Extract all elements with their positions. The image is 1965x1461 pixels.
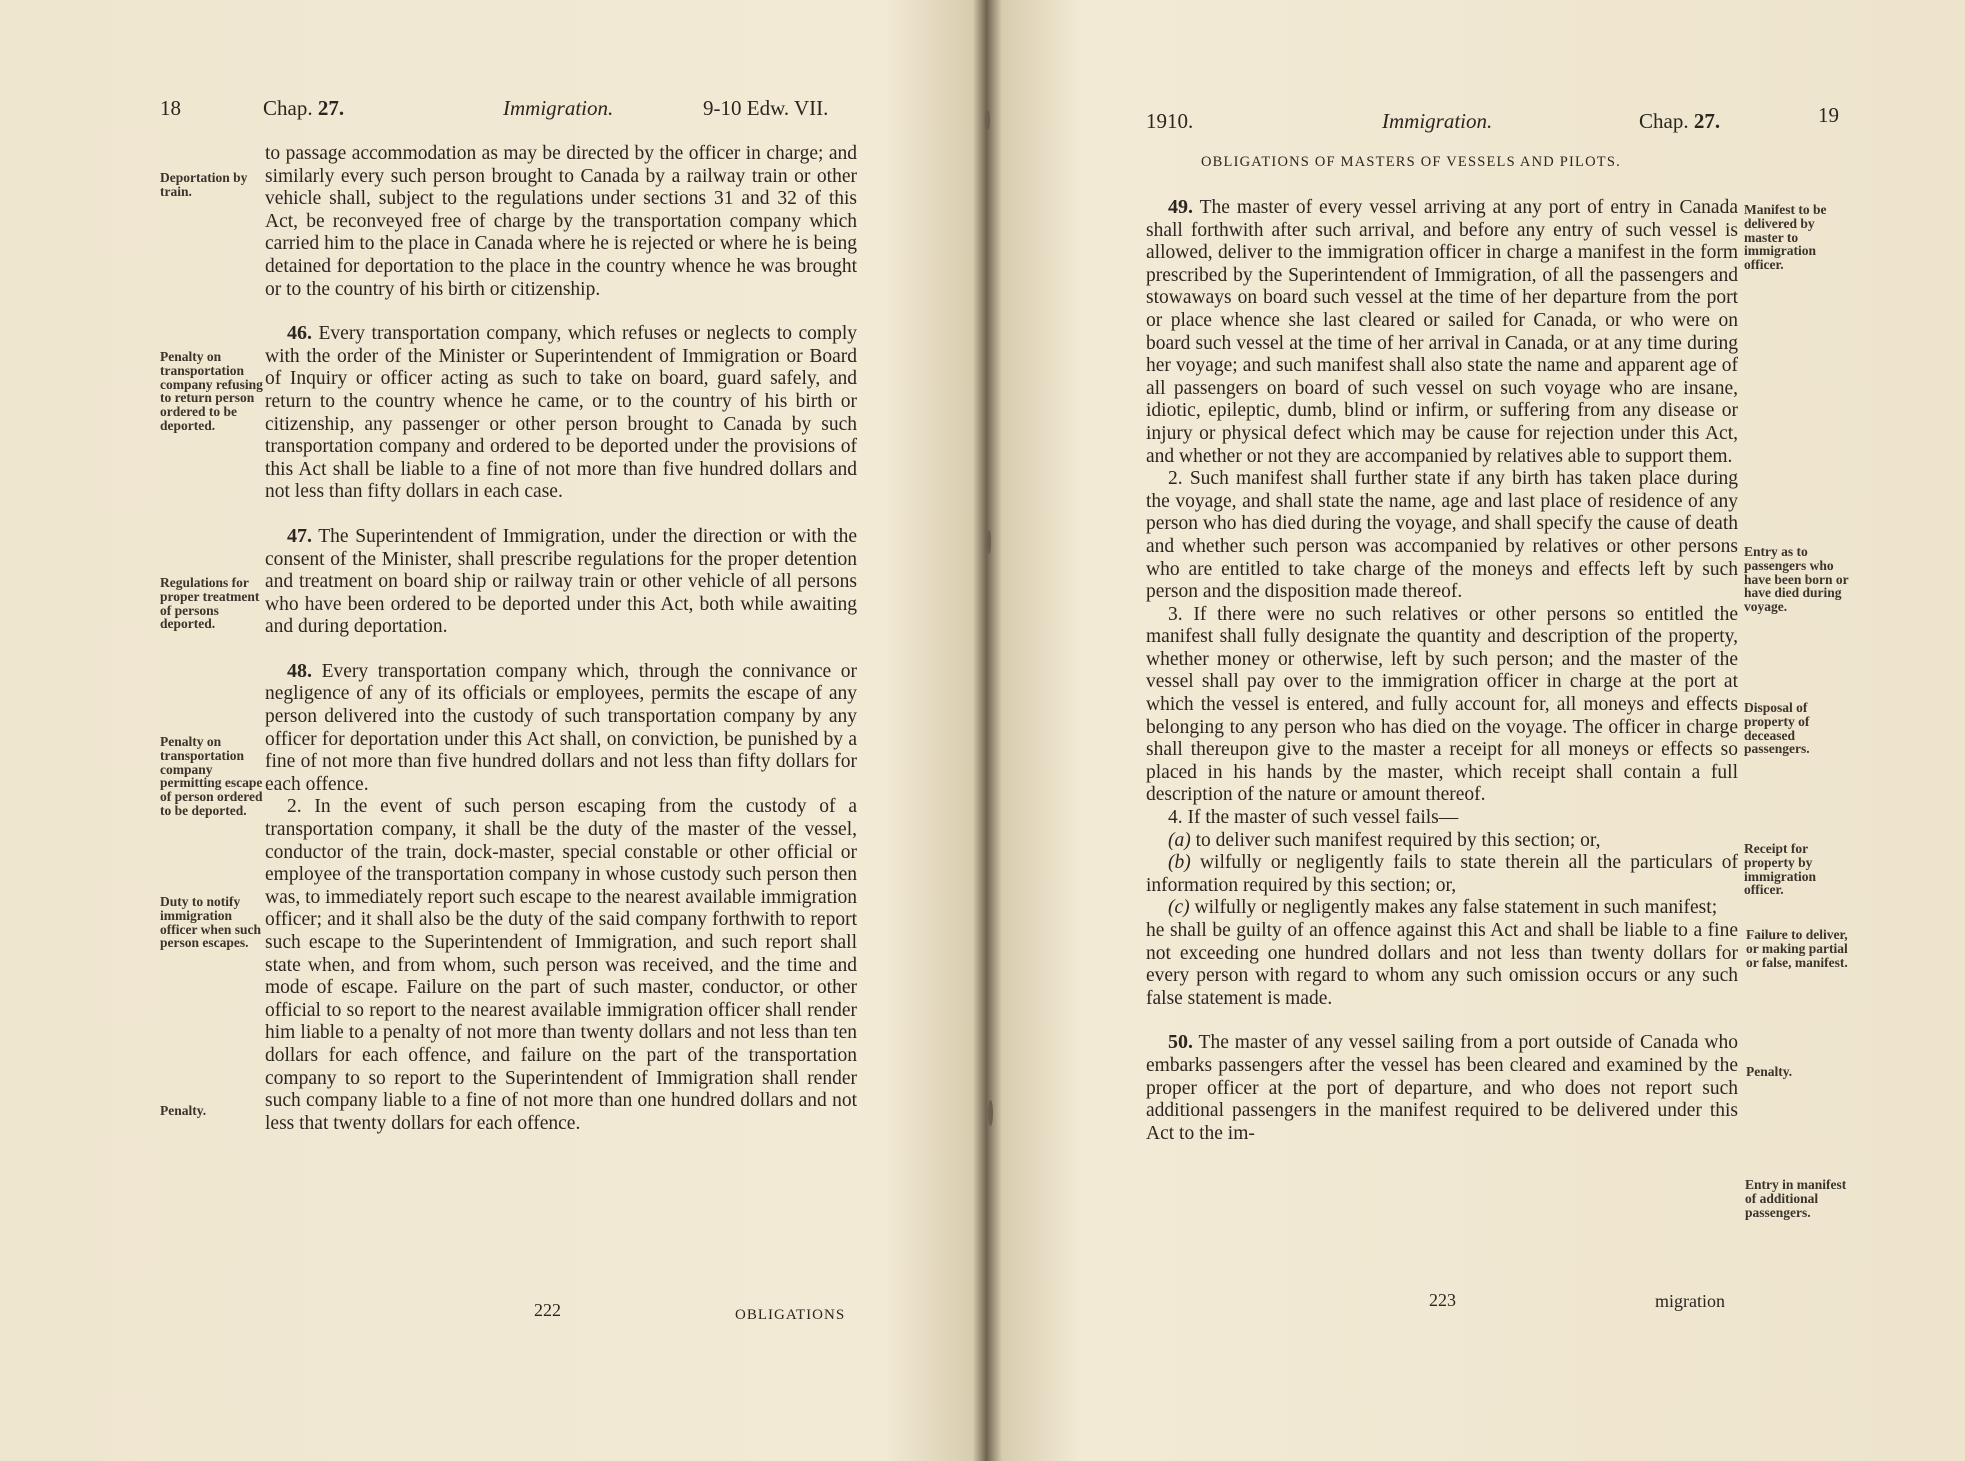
section-heading: OBLIGATIONS OF MASTERS OF VESSELS AND PILOTS. xyxy=(1201,154,1621,170)
margin-note-deportation: Deportation by train. xyxy=(160,170,248,199)
section-48: 48. Every transportation company which, through the connivance or negligence of any of its officials or employees, permits the escape of any person delivered into the custody of such transportation company by any officer for deportation under this Act shall, on conviction, be punished by a fine of not more than five hundred dollars and not less than fifty dollars for each offence. xyxy=(265,659,858,795)
left-catchword: OBLIGATIONS xyxy=(735,1307,846,1323)
margin-note-receipt: Receipt for property by immigration officer. xyxy=(1744,841,1816,898)
gutter-mark xyxy=(988,1100,993,1126)
section-49: 49. The master of every vessel arriving at any port of entry in Canada shall forthwith after such arrival, and before any entry of such vessel is allowed, deliver to the immigration officer in charge a manifest in the form prescribed by the Superintendent of Immigration, of all the passengers and stowaways on board such vessel at the time of her departure from the port or place whence she last cleared or sailed for Canada, or who were on board such vessel at the time of her arrival in Canada, or at any time during her voyage; and such manifest shall also state the name and apparent age of all passengers on board of such vessel on such voyage who are insane, idiotic, epileptic, dumb, blind or infirm, or suffering from any disease or injury or physical defect which may be cause for rejection under this Act, and whether or not they are accompanied by relatives able to support them. xyxy=(1146,196,1738,467)
right-page xyxy=(995,0,1965,1461)
section-48-subsection-2: 2. In the event of such person escaping from the custody of a transportation company, it shall be the duty of the master of the vessel, conductor of the train, dock-master, special constable or other official or employee of the transportation company in whose custody such person then was, to immediately report such escape to the nearest available immigration officer; and it shall also be the duty of the said company forthwith to report such escape to the Superintendent of Immigration, and such report shall state when, and from whom, such person was received, and the time and mode of escape. Failure on the part of such master, conductor, or other official to so report to the nearest available immigration officer shall render him liable to a penalty of not more than twenty dollars and not less than ten dollars for each offence, and failure on the part of the transportation company to so report to the Superintendent of Immigration shall render such company liable to a fine of not more than one hundred dollars and not less that twenty dollars for each offence. xyxy=(265,796,857,1134)
section-49-subsection-2: 2. Such manifest shall further state if any birth has taken place during the voyage, and shall state the name, age and last place of residence of any person who has died during the voyage, and shall specify the cause of death and whether such person was accompanied by relatives or other persons who are entitled to take charge of the moneys and effects left by such person and the disposition made thereof. xyxy=(1146,468,1738,603)
margin-note-s46: Penalty on transportation company refusing to return person ordered to be deported. xyxy=(160,349,263,433)
section-46: 46. Every transportation company, which refuses or neglects to comply with the order of the Minister or Superintendent of Immigration or Board of Inquiry or officer acting as such to take on board, guard safely, and return to the country whence he came, or to the country of his birth or citizenship, any passenger or other person brought to Canada by such transportation company and ordered to be deported under the provisions of this Act shall be liable to a fine of not more than five hundred dollars and not less than fifty dollars in each case. xyxy=(265,322,858,503)
section-49-clause-c: (c) wilfully or negligently makes any false statement in such manifest; xyxy=(1168,897,1718,919)
section-49-subsection-4: 4. If the master of such vessel fails— xyxy=(1168,807,1459,829)
right-chapter: Chap. 27. xyxy=(1639,109,1721,133)
margin-note-entry: Entry as to passengers who have been born or have died during voyage. xyxy=(1744,544,1849,615)
margin-note-duty: Duty to notify immigration officer when such person escapes. xyxy=(160,894,261,951)
margin-note-penalty: Penalty. xyxy=(160,1103,207,1118)
margin-note-s50: Entry in manifest of additional passengers. xyxy=(1745,1177,1847,1220)
section-49-penalty: he shall be guilty of an offence against this Act and shall be liable to a fine not exceeding one hundred dollars and not less than twenty dollars for every person with regard to whom any such omission occurs or any such false statement is made. xyxy=(1146,920,1738,1009)
section-47: 47. The Superintendent of Immigration, under the direction or with the consent of the Minister, shall prescribe regulations for the proper detention and treatment on board ship or railway train or other vehicle of all persons who have been ordered to be deported under this Act, both while awaiting and during deportation. xyxy=(265,524,857,638)
right-page-number: 19 xyxy=(1818,103,1839,127)
left-body-text xyxy=(265,143,857,1135)
section-50: 50. The master of any vessel sailing from a port outside of Canada who embarks passengers after the vessel has been cleared and examined by the proper officer at the port of departure, and who does not report such additional passengers in the manifest required to be delivered under this Act to the im- xyxy=(1146,1031,1738,1144)
margin-note-failure: Failure to deliver, or making partial or false, manifest. xyxy=(1746,927,1848,970)
margin-note-disposal: Disposal of property of deceased passengers. xyxy=(1744,700,1810,757)
right-title: Immigration. xyxy=(1382,109,1493,133)
section-49-clause-a: (a) to deliver such manifest required by this section; or, xyxy=(1168,829,1601,851)
right-year: 1910. xyxy=(1146,109,1194,133)
right-catchword: migration xyxy=(1655,1291,1725,1311)
right-body-text xyxy=(1146,196,1738,1145)
section-49-clause-b: (b) wilfully or negligently fails to state therein all the particulars of information required by this section; or, xyxy=(1146,852,1738,896)
left-session: 9-10 Edw. VII. xyxy=(703,96,829,120)
margin-note-s49: Manifest to be delivered by master to immigration officer. xyxy=(1744,202,1827,273)
margin-note-s48: Penalty on transportation company permitting escape of person ordered to be deported. xyxy=(160,734,263,818)
paragraph-continuation: to passage accommodation as may be directed by the officer in charge; and similarly every such person brought to Canada by a railway train or other vehicle shall, subject to the regulations under sections 31 and 32 of this Act, be reconveyed free of charge by the transportation company which carried him to the place in Canada where he is rejected or where he is being detained for deportation to the place in the country whence he was brought or to the country of his birth or citizenship. xyxy=(265,143,857,300)
right-folio: 223 xyxy=(1429,1290,1456,1310)
gutter-mark xyxy=(987,530,991,554)
left-chapter: Chap. 27. xyxy=(263,96,345,120)
left-title: Immigration. xyxy=(503,96,614,120)
left-folio: 222 xyxy=(534,1300,561,1320)
left-page-number: 18 xyxy=(160,96,181,120)
gutter-mark xyxy=(985,110,990,130)
margin-note-s47: Regulations for proper treatment of persons deported. xyxy=(160,575,260,632)
section-49-subsection-3: 3. If there were no such relatives or other persons so entitled the manifest shall fully designate the quantity and description of the property, whether money or otherwise, left by such person; and the master of the vessel shall pay over to the immigration officer in charge at the port at which the vessel is entered, and fully account for, all moneys and effects belonging to any person who has died on the voyage. The officer in charge shall thereupon give to the master a receipt for all moneys or effects so placed in his hands by the master, which receipt shall contain a full description of the nature or amount thereof. xyxy=(1146,603,1738,806)
margin-note-penalty-right: Penalty. xyxy=(1746,1064,1793,1079)
